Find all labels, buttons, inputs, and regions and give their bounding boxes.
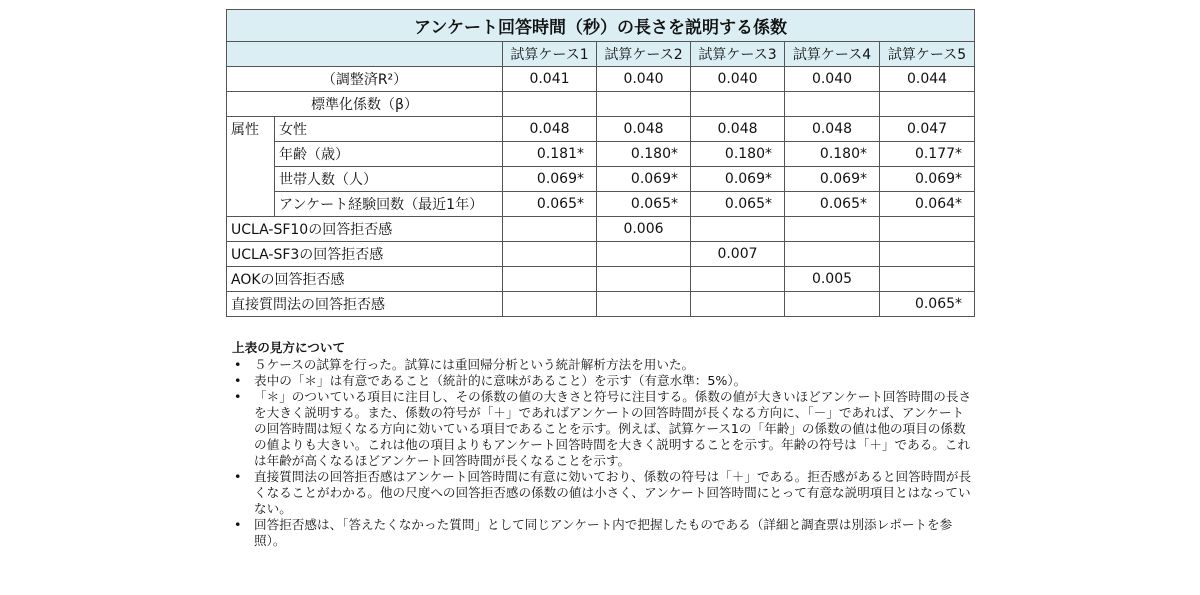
coef-value: 0.064*: [880, 192, 975, 217]
empty-cell: [785, 217, 880, 242]
empty-cell: [691, 292, 785, 317]
coef-value: 0.065*: [785, 192, 880, 217]
coef-value: 0.048: [503, 117, 597, 142]
coef-value: 0.048: [691, 117, 785, 142]
attribute-label: アンケート経験回数（最近1年）: [275, 192, 503, 217]
note-text: 表中の「＊」は有意であること（統計的に意味があること）を示す（有意水準：5%）。: [254, 373, 747, 388]
refusal-row: [227, 292, 975, 317]
empty-cell: [503, 267, 597, 292]
bullet-icon: •: [234, 357, 242, 372]
coef-value: 0.065*: [691, 192, 785, 217]
case-header: 試算ケース2: [597, 42, 691, 67]
note-item: [232, 373, 972, 389]
bullet-icon: •: [234, 389, 242, 404]
coef-value: 0.069*: [880, 167, 975, 192]
table-title: アンケート回答時間（秒）の長さを説明する係数: [227, 10, 975, 42]
bullet-icon: •: [234, 469, 242, 484]
attribute-label: 世帯人数（人）: [275, 167, 503, 192]
coef-value: 0.065*: [880, 292, 975, 317]
case-header: 試算ケース5: [880, 42, 975, 67]
coef-value: 0.180*: [785, 142, 880, 167]
r2-row: [227, 67, 975, 92]
attribute-row: [227, 142, 975, 167]
r2-value: 0.040: [597, 67, 691, 92]
empty-cell: [785, 92, 880, 117]
r2-label: （調整済R²）: [227, 67, 503, 92]
coef-value: 0.181*: [503, 142, 597, 167]
std-coef-label: 標準化係数（β）: [227, 92, 503, 117]
empty-cell: [880, 217, 975, 242]
empty-cell: [691, 92, 785, 117]
empty-cell: [880, 267, 975, 292]
coef-value: 0.069*: [597, 167, 691, 192]
empty-cell: [503, 92, 597, 117]
empty-cell: [691, 267, 785, 292]
note-item: [232, 389, 972, 469]
attribute-label: 女性: [275, 117, 503, 142]
notes-list: [232, 357, 972, 549]
empty-cell: [503, 217, 597, 242]
r2-value: 0.044: [880, 67, 975, 92]
refusal-row: [227, 267, 975, 292]
empty-cell: [597, 292, 691, 317]
attribute-row: [227, 192, 975, 217]
attribute-row: [227, 117, 975, 142]
coef-value: 0.047: [880, 117, 975, 142]
refusal-row: [227, 242, 975, 267]
coef-value: 0.048: [597, 117, 691, 142]
note-item: [232, 517, 972, 549]
empty-cell: [503, 242, 597, 267]
refusal-label: UCLA-SF10の回答拒否感: [227, 217, 503, 242]
bullet-icon: •: [234, 517, 242, 532]
note-text: 直接質問法の回答拒否感はアンケート回答時間に有意に効いており、係数の符号は「＋」である。拒否感があると回答時間が長くなることがわかる。他の尺度への回答拒否感の係数の値は小さく、アンケート回答時間にとって有意な説明項目とはなっていない。: [254, 469, 972, 516]
header-blank: [227, 42, 503, 67]
empty-cell: [597, 267, 691, 292]
std-coef-row: [227, 92, 975, 117]
coef-value: 0.006: [597, 217, 691, 242]
coef-value: 0.007: [691, 242, 785, 267]
notes-section: [232, 340, 972, 549]
r2-value: 0.040: [785, 67, 880, 92]
r2-value: 0.041: [503, 67, 597, 92]
case-header: 試算ケース3: [691, 42, 785, 67]
attribute-row: [227, 167, 975, 192]
case-header: 試算ケース1: [503, 42, 597, 67]
refusal-label: 直接質問法の回答拒否感: [227, 292, 503, 317]
coef-value: 0.177*: [880, 142, 975, 167]
notes-heading: 上表の見方について: [232, 340, 346, 355]
empty-cell: [597, 242, 691, 267]
empty-cell: [597, 92, 691, 117]
note-text: ５ケースの試算を行った。試算には重回帰分析という統計解析方法を用いた。: [254, 357, 695, 372]
empty-cell: [785, 242, 880, 267]
empty-cell: [880, 92, 975, 117]
coef-value: 0.065*: [597, 192, 691, 217]
note-item: [232, 357, 972, 373]
refusal-label: AOKの回答拒否感: [227, 267, 503, 292]
coef-value: 0.048: [785, 117, 880, 142]
empty-cell: [503, 292, 597, 317]
r2-value: 0.040: [691, 67, 785, 92]
attribute-group-label: 属性: [227, 117, 275, 217]
empty-cell: [785, 292, 880, 317]
coef-value: 0.069*: [503, 167, 597, 192]
bullet-icon: •: [234, 373, 242, 388]
empty-cell: [880, 242, 975, 267]
case-header: 試算ケース4: [785, 42, 880, 67]
note-text: 回答拒否感は、「答えたくなかった質問」として同じアンケート内で把握したものである（詳細と調査票は別添レポートを参照）。: [254, 517, 953, 548]
note-text: 「＊」のついている項目に注目し、その係数の値の大きさと符号に注目する。係数の値が大きいほどアンケート回答時間の長さを大きく説明する。また、係数の符号が「＋」であればアンケートの回答時間が長くなる方向に、「－」であれば、アンケートの回答時間は短くなる方向に効いている項目であることを示す。例えば、試算ケース1の「年齢」の係数の値は他の項目の係数の値よりも大きい。これは他の項目よりもアンケート回答時間を大きく説明することを示す。年齢の符号は「＋」である。これは年齢が高くなるほどアンケート回答時間が長くなることを示す。: [254, 389, 972, 468]
coef-value: 0.180*: [597, 142, 691, 167]
coef-value: 0.180*: [691, 142, 785, 167]
attribute-label: 年齢（歳）: [275, 142, 503, 167]
coefficient-table: [226, 9, 975, 317]
note-item: [232, 469, 972, 517]
coef-value: 0.005: [785, 267, 880, 292]
coef-value: 0.069*: [785, 167, 880, 192]
coef-value: 0.065*: [503, 192, 597, 217]
refusal-label: UCLA-SF3の回答拒否感: [227, 242, 503, 267]
empty-cell: [691, 217, 785, 242]
coef-value: 0.069*: [691, 167, 785, 192]
refusal-row: [227, 217, 975, 242]
